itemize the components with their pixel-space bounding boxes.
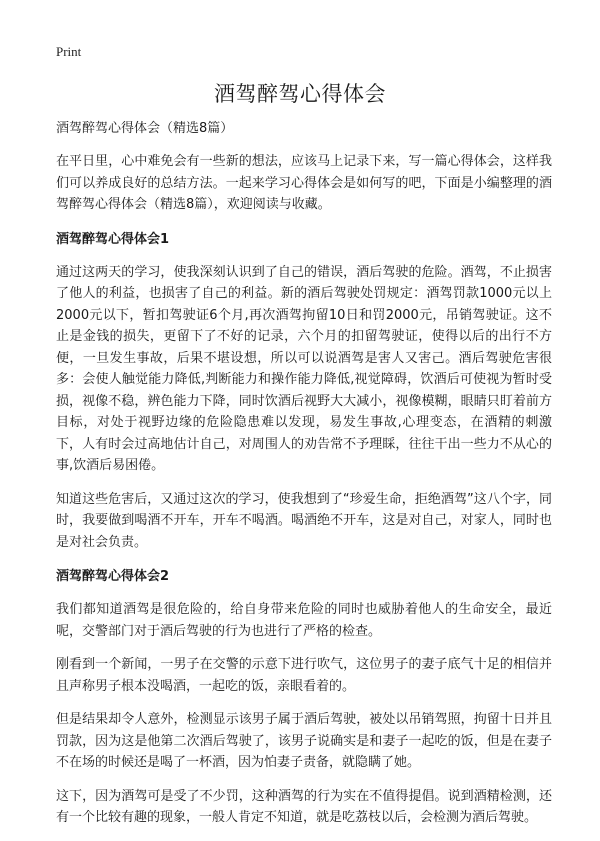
page-title: 酒驾醉驾心得体会 xyxy=(214,82,386,106)
section-2-paragraph-4: 这下，因为酒驾可是受了不少罚，这种酒驾的行为实在不值得提倡。说到酒精检测，还有一个比较有趣的现象，一般人肯定不知道，就是吃荔枝以后，会检测为酒后驾驶。 xyxy=(56,788,552,825)
section-2-paragraph-2: 刚看到一个新闻，一男子在交警的示意下进行吹气，这位男子的妻子底气十足的相信并且声称男子根本没喝酒，一起吃的饭，亲眼看着的。 xyxy=(56,657,552,694)
intro-paragraph: 在平日里，心中难免会有一些新的想法，应该马上记录下来，写一篇心得体会，这样我们可以养成良好的总结方法。一起来学习心得体会是如何写的吧，下面是小编整理的酒驾醉驾心得体会（精选8篇），欢迎阅读与收藏。 xyxy=(56,154,552,212)
section-1-paragraph-2: 知道这些危害后，又通过这次的学习，使我想到了“珍爱生命，拒绝酒驾”这八个字，同时，我要做到喝酒不开车，开车不喝酒。喝酒绝不开车，这是对自己，对家人，同时也是对社会负责。 xyxy=(56,491,552,550)
section-2-paragraph-3: 但是结果却令人意外，检测显示该男子属于酒后驾驶，被处以吊销驾照，拘留十日并且罚款，因为这是他第二次酒后驾驶了，该男子说确实是和妻子一起吃的饭，但是在妻子不在场的时候还是喝了一杯酒，因为怕妻子责备，就隐瞒了她。 xyxy=(56,712,552,770)
document-body xyxy=(56,118,552,841)
section-heading-2: 酒驾醉驾心得体会2 xyxy=(56,569,170,584)
section-2-paragraph-1: 我们都知道酒驾是很危险的，给自身带来危险的同时也威胁着他人的生命安全，最近呢，交警部门对于酒后驾驶的行为也进行了严格的检查。 xyxy=(56,602,552,639)
print-link[interactable]: Print xyxy=(56,44,82,59)
section-1-paragraph-1: 通过这两天的学习，使我深刻认识到了自己的错误，酒后驾驶的危险。酒驾，不止损害了他人的利益，也损害了自己的利益。新的酒后驾驶处罚规定：酒驾罚款1000元以上2000元以下，暂扣驾驶证6个月,再次酒驾拘留10日和罚2000元，吊销驾驶证。这不止是金钱的损失，更留下了不好的记录，六个月的扣留驾驶证，使得以后的出行不方便，一旦发生事故，后果不堪设想，所以可以说酒驾是害人又害己。酒后驾驶危害很多：会使人触觉能力降低,判断能力和操作能力降低,视觉障碍，饮酒后可使视为暂时受损，视像不稳，辨色能力下降，同时饮酒后视野大大减小，视像模糊，眼睛只盯着前方目标，对处于视野边缘的危险隐患难以发现，易发生事故,心理变态，在酒精的刺激下，人有时会过高地估计自己，对周围人的劝告常不予理睬，往往干出一些力不从心的事,饮酒后易困倦。 xyxy=(56,264,552,473)
section-heading-1: 酒驾醉驾心得体会1 xyxy=(56,231,170,247)
document-subtitle: 酒驾醉驾心得体会（精选8篇） xyxy=(56,121,234,136)
